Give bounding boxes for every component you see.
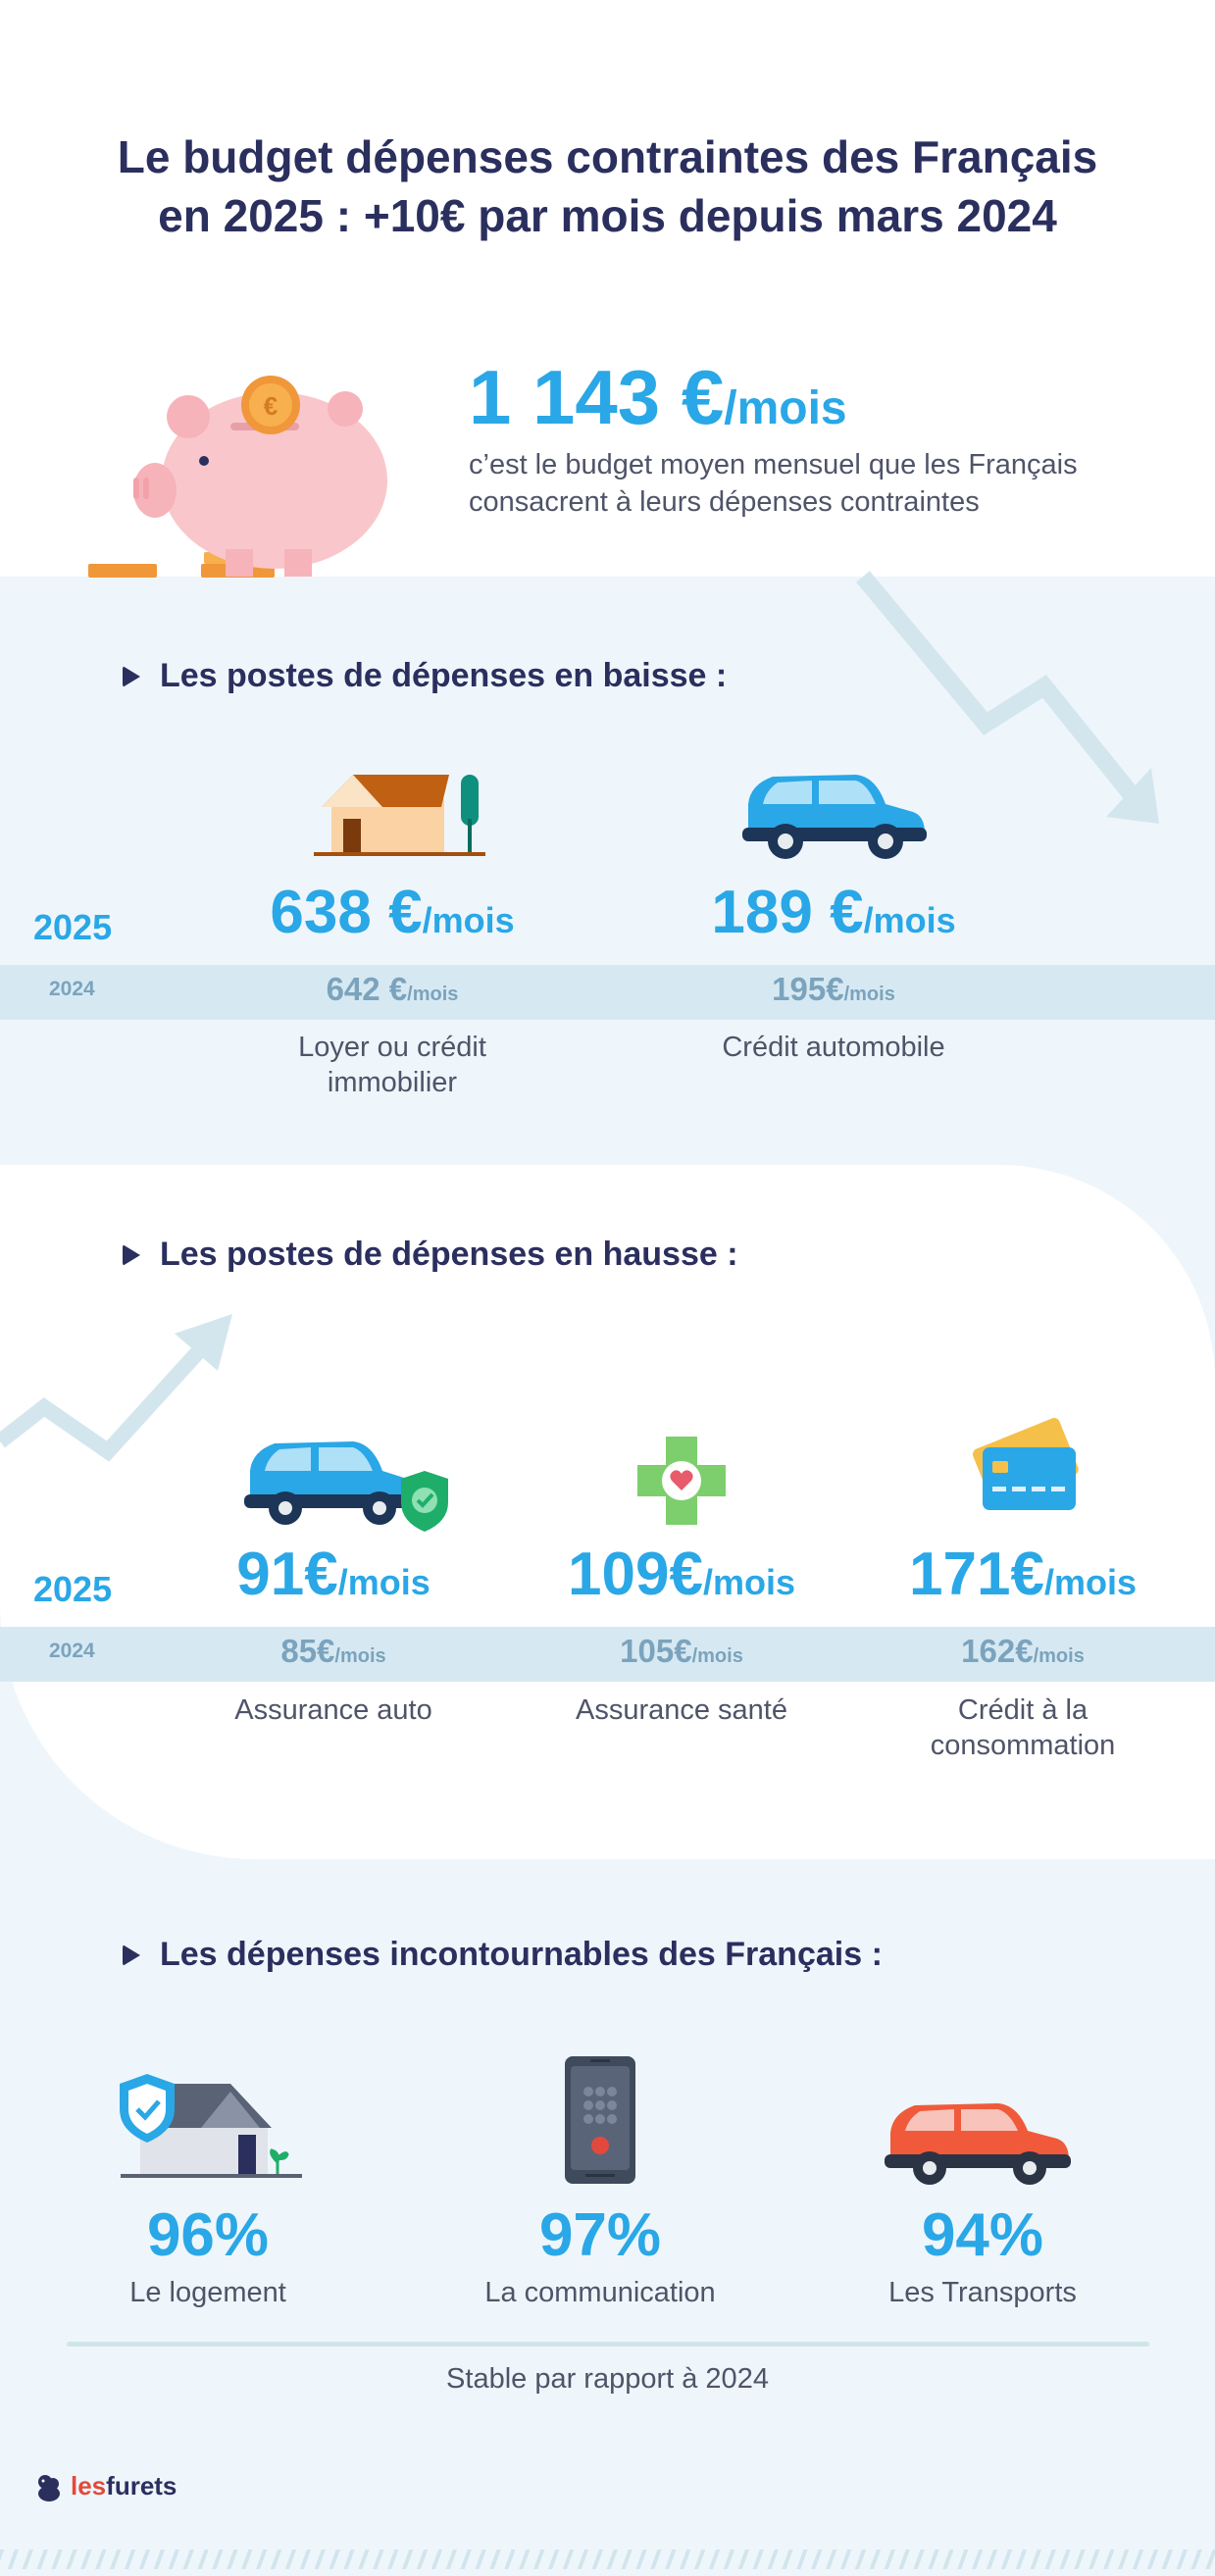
value-2025-assurance-sante: 109€/mois [568,1541,795,1608]
year-2025-label: 2025 [33,1569,113,1609]
protected-house-icon [113,2074,309,2182]
hero-description [469,446,1155,521]
pct-communication: 97% [538,2201,662,2269]
hero-amount-value: 1 143 € [469,354,725,440]
heading-incontournables-text: Les dépenses incontournables des Français : [160,1936,883,1973]
label-transports: Les Transports [888,2277,1077,2308]
red-car-icon [881,2094,1077,2192]
label-communication: La communication [484,2277,716,2308]
hero-desc-line-1: c’est le budget moyen mensuel que les Français [469,449,1078,480]
bullet-triangle-icon [123,666,140,687]
heading-hausse-text: Les postes de dépenses en hausse : [160,1236,738,1273]
value-2025-loyer: 638 €/mois [270,879,515,946]
hero-desc-line-2: consacrent à leurs dépenses contraintes [469,486,980,518]
heading-hausse [123,1236,738,1274]
heading-baisse-text: Les postes de dépenses en baisse : [160,657,728,694]
hero-amount [469,353,847,442]
label-assurance-auto: Assurance auto [234,1694,432,1726]
value-2024-assurance-auto: 85€/mois [280,1633,386,1669]
title-line-1: Le budget dépenses contraintes des Français [117,131,1098,182]
up-trend-arrow-icon [0,1314,245,1461]
band-2024 [0,965,1215,1020]
year-2024-label: 2024 [49,1640,95,1662]
value-2024-loyer: 642 €/mois [326,971,459,1007]
heading-incontournables [123,1936,883,1974]
value-2024-credit-auto: 195€/mois [772,971,895,1007]
year-2024-label: 2024 [49,978,95,1000]
stable-note: Stable par rapport à 2024 [446,2363,769,2395]
divider [67,2342,1149,2347]
lesfurets-logo [35,2471,177,2501]
bottom-stripes [0,2550,1215,2569]
insured-car-icon [240,1432,456,1540]
piggy-bank-icon [78,368,402,583]
value-2024-credit-conso: 162€/mois [961,1633,1085,1669]
pct-transports: 94% [921,2201,1044,2269]
ferret-logo-icon [35,2472,63,2501]
label-logement: Le logement [129,2277,286,2308]
bullet-triangle-icon [123,1244,140,1266]
car-icon [738,765,930,863]
phone-icon [561,2054,639,2187]
value-2025-assurance-auto: 91€/mois [236,1541,430,1608]
hero-amount-unit: /mois [724,382,847,434]
bullet-triangle-icon [123,1945,140,1966]
title-line-2: en 2025 : +10€ par mois depuis mars 2024 [158,190,1057,241]
year-2025-label: 2025 [33,907,113,947]
value-2024-assurance-sante: 105€/mois [620,1633,743,1669]
pct-logement: 96% [146,2201,270,2269]
heading-baisse [123,657,727,695]
value-2025-credit-auto: 189 €/mois [711,879,956,946]
value-2025-credit-conso: 171€/mois [909,1541,1137,1608]
house-icon [314,770,490,858]
health-cross-icon [633,1432,731,1530]
logo-les: les [71,2471,107,2500]
label-credit-auto: Crédit automobile [722,1032,945,1063]
label-loyer: Loyer ou crédit immobilier [298,1032,486,1098]
label-credit-conso: Crédit à la consommation [930,1694,1116,1761]
credit-card-icon [971,1412,1088,1520]
page-title [0,127,1215,245]
coin-symbol: € [263,391,278,421]
logo-furets: furets [106,2471,177,2500]
label-assurance-sante: Assurance santé [575,1694,787,1726]
